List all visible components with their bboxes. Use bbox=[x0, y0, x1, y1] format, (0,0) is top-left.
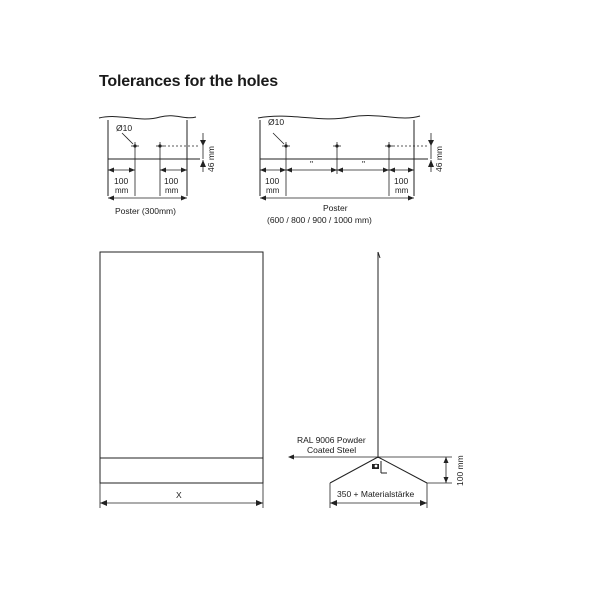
dim-right-unit: mm bbox=[165, 186, 179, 195]
poster-caption: Poster (300mm) bbox=[115, 206, 176, 216]
diameter-leader bbox=[273, 133, 284, 144]
diameter-label: Ø10 bbox=[116, 123, 133, 133]
dim-left-value: 100 bbox=[265, 176, 280, 186]
stand-base bbox=[330, 457, 427, 483]
equal-mark: " bbox=[362, 159, 366, 169]
hole-marker bbox=[156, 142, 164, 150]
right-hole-detail bbox=[258, 116, 444, 225]
dim-left-unit: mm bbox=[266, 186, 280, 195]
height-label: 46 mm bbox=[434, 146, 444, 172]
poster-caption-line1: Poster bbox=[323, 203, 348, 213]
poster-caption-line2: (600 / 800 / 900 / 1000 mm) bbox=[267, 215, 372, 225]
poster-panel bbox=[100, 252, 263, 483]
dim-left-unit: mm bbox=[115, 186, 129, 195]
base-width-label: 350 + Materialstärke bbox=[337, 489, 415, 499]
material-label-line1: RAL 9006 Powder bbox=[297, 435, 366, 445]
dim-left-value: 100 bbox=[114, 176, 129, 186]
diameter-label: Ø10 bbox=[268, 117, 285, 127]
left-hole-detail bbox=[99, 116, 216, 216]
side-view bbox=[288, 252, 465, 508]
diameter-leader bbox=[122, 133, 133, 144]
left-wavy-edge bbox=[99, 116, 196, 119]
base-height-label: 100 mm bbox=[455, 455, 465, 486]
hole-marker bbox=[385, 142, 393, 150]
dim-right-value: 100 bbox=[394, 176, 409, 186]
front-view bbox=[100, 252, 263, 508]
width-label: X bbox=[176, 490, 182, 500]
hole-marker bbox=[333, 142, 341, 150]
equal-mark: " bbox=[310, 159, 314, 169]
dim-right-unit: mm bbox=[395, 186, 409, 195]
page-title: Tolerances for the holes bbox=[99, 73, 278, 90]
height-label: 46 mm bbox=[206, 146, 216, 172]
material-label-line2: Coated Steel bbox=[307, 445, 357, 455]
dim-right-value: 100 bbox=[164, 176, 179, 186]
